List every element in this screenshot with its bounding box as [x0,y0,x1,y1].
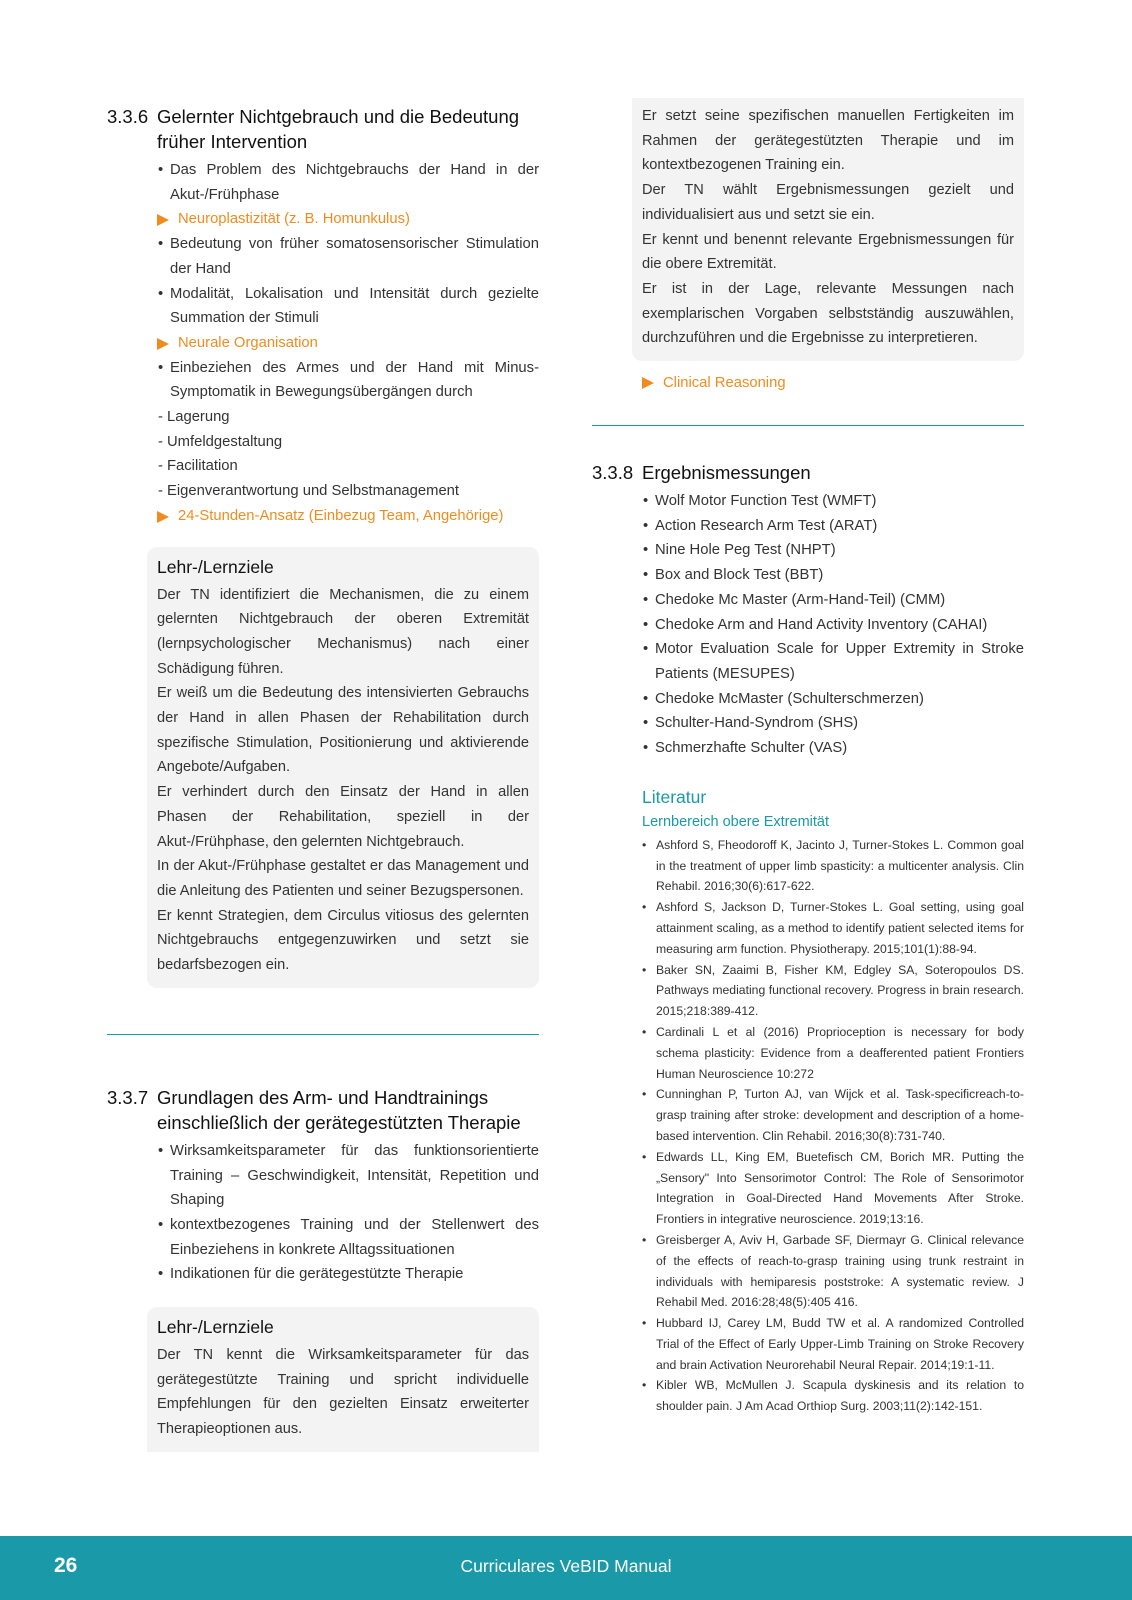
list-item: • Action Research Arm Test (ARAT) [642,514,1024,539]
learning-goals-box-continued [632,98,1024,361]
section-heading-3-3-7 [107,1085,539,1135]
cross-reference-link[interactable] [157,504,539,529]
triangle-arrow-icon [642,377,654,389]
goal-paragraph: Der TN kennt die Wirksamkeitsparameter für das gerätegestützte Training und spricht individuelle Empfehlungen für den gezielten Einsatz erweiterter Therapieoptionen aus. [157,1347,529,1438]
goal-paragraph: Er weiß um die Bedeutung des intensivierten Gebrauchs der Hand in allen Phasen der Rehabilitation durch spezifische Stimulation, Positionierung und aktivierende Angebote/Aufgaben. [157,685,529,776]
literature-heading: Literatur [642,786,707,807]
section-title: Grundlagen des Arm- und Handtrainings einschließlich der gerätegestützten Therapie [157,1086,521,1133]
goal-paragraph: Der TN identifiziert die Mechanismen, die zu einem gelernten Nichtgebrauch der oberen Extremität (lernpsychologischer Mechanismus) nach einer Schädigung führen. [157,586,529,677]
cross-reference-link[interactable] [642,371,1024,395]
goal-paragraph: Er verhindert durch den Einsatz der Hand in allen Phasen der Rehabilitation, speziell in der Akut-/Frühphase, den gelernten Nichtgebrauch. [157,784,529,850]
learning-goals-heading: Lehr-/Lernziele [157,1317,274,1338]
list-item: • Das Problem des Nichtgebrauchs der Hand in der Akut-/Frühphase [157,158,539,207]
list-item: • Wolf Motor Function Test (WMFT) [642,489,1024,514]
literature-subheading: Lernbereich obere Extremität [642,813,829,830]
sub-list-item: - Facilitation [157,454,539,479]
triangle-arrow-icon [157,338,169,350]
topic-list-3-3-8 [642,489,1024,761]
footer-title: Curriculares VeBID Manual [460,1556,672,1576]
goal-paragraph: In der Akut-/Frühphase gestaltet er das Management und die Anleitung des Patienten und seiner Bezugspersonen. [157,858,529,899]
list-item: • Schulter-Hand-Syndrom (SHS) [642,711,1024,736]
cross-reference-label: Clinical Reasoning [663,375,786,392]
reference-item: • Edwards LL, King EM, Buetefisch CM, Borich MR. Putting the „Sensory" Into Sensorimotor Control: The Role of Sensorimotor Integration in Goal-Directed Hand Movements After Stroke. Frontiers in integrative neuroscience. 2019;13:16. [642,1147,1024,1230]
cross-reference-link[interactable] [157,207,539,232]
page-footer [0,1536,1132,1600]
list-item: • Modalität, Lokalisation und Intensität durch gezielte Summation der Stimuli [157,282,539,331]
reference-item: • Hubbard IJ, Carey LM, Budd TW et al. A randomized Controlled Trial of the Effect of Early Upper-Limb Training on Stroke Recovery and brain Activation Neurorehabil Neural Repair. 2014;19:1-11. [642,1313,1024,1375]
section-number: 3.3.8 [592,462,634,484]
goal-paragraph: Er ist in der Lage, relevante Messungen nach exemplarischen Vorgaben selbstständig auszuwählen, durchzuführen und die Ergebnisse zu interpretieren. [642,280,1014,347]
right-column [592,98,1024,1417]
list-item: • Motor Evaluation Scale for Upper Extremity in Stroke Patients (MESUPES) [642,637,1024,686]
reference-item: • Kibler WB, McMullen J. Scapula dyskinesis and its relation to shoulder pain. J Am Acad Orthiop Surg. 2003;11(2):142-151. [642,1375,1024,1417]
sub-list-item: - Umfeldgestaltung [157,430,539,455]
left-column [107,104,539,1452]
sub-list-item: - Lagerung [157,405,539,430]
goal-paragraph: Er setzt seine spezifischen manuellen Fertigkeiten im Rahmen der gerätegestützten Therapie und im kontextbezogenen Training ein. [642,108,1014,174]
list-item: • Bedeutung von früher somatosensorischer Stimulation der Hand [157,232,539,281]
list-item: • Nine Hole Peg Test (NHPT) [642,538,1024,563]
goal-paragraph: Er kennt Strategien, dem Circulus vitiosus des gelernten Nichtgebrauchs entgegenzuwirken und setzt sie bedarfsbezogen ein. [157,907,529,974]
reference-item: • Greisberger A, Aviv H, Garbade SF, Diermayr G. Clinical relevance of the effects of reach-to-grasp training using trunk restraint in individuals with hemiparesis poststroke: A systematic review. J Rehabil Med. 2016:28;48(5):405 416. [642,1230,1024,1313]
sub-list-item: - Eigenverantwortung und Selbstmanagement [157,479,539,504]
cross-reference-label: Neuroplastizität (z. B. Homunkulus) [178,211,410,228]
goal-paragraph: Er kennt und benennt relevante Ergebnismessungen für die obere Extremität. [642,231,1014,273]
cross-reference-label: 24-Stunden-Ansatz (Einbezug Team, Angehörige) [178,507,504,524]
reference-item: • Ashford S, Fheodoroff K, Jacinto J, Turner-Stokes L. Common goal in the treatment of upper limb spasticity: a multicenter analysis. Clin Rehabil. 2016;30(6):617-622. [642,835,1024,897]
reference-item: • Baker SN, Zaaimi B, Fisher KM, Edgley SA, Soteropoulos DS. Pathways mediating functional recovery. Progress in brain research. 2015;218:389-412. [642,960,1024,1022]
learning-goals-box [147,547,539,988]
list-item: • Indikationen für die gerätegestützte Therapie [157,1262,539,1287]
reference-item: • Cardinali L et al (2016) Proprioception is necessary for body schema plasticity: Evidence from a deafferented patient Frontiers Human Neuroscience 10:272 [642,1022,1024,1084]
literature-section [642,785,1024,1417]
list-item: • Einbeziehen des Armes und der Hand mit Minus-Symptomatik in Bewegungsübergängen durch [157,356,539,405]
list-item: • Wirksamkeitsparameter für das funktionsorientierte Training – Geschwindigkeit, Intensität, Repetition und Shaping [157,1139,539,1213]
list-item: • Schmerzhafte Schulter (VAS) [642,736,1024,761]
reference-list [642,835,1024,1417]
cross-reference-label: Neurale Organisation [178,334,318,351]
page-number: 26 [54,1554,78,1577]
section-title: Gelernter Nichtgebrauch und die Bedeutung früher Intervention [157,106,520,152]
goal-paragraph: Der TN wählt Ergebnismessungen gezielt und individualisiert aus und setzt sie ein. [642,182,1014,223]
learning-goals-box [147,1307,539,1452]
section-heading-3-3-6 [107,104,539,154]
list-item: • Chedoke McMaster (Schulterschmerzen) [642,687,1024,712]
triangle-arrow-icon [157,214,169,226]
topic-list-3-3-7 [157,1139,539,1287]
section-number: 3.3.6 [107,106,149,127]
list-item: • Chedoke Arm and Hand Activity Inventory (CAHAI) [642,613,1024,638]
section-heading-3-3-8 [592,460,1024,485]
topic-list-3-3-6 [157,158,539,529]
list-item: • Chedoke Mc Master (Arm-Hand-Teil) (CMM) [642,588,1024,613]
section-title: Ergebnismessungen [642,462,811,484]
reference-item: • Ashford S, Jackson D, Turner-Stokes L. Goal setting, using goal attainment scaling, as a method to identify patient selected items for measuring arm function. Physiotherapy. 2015;101(1):88-94. [642,897,1024,959]
section-number: 3.3.7 [107,1086,149,1108]
triangle-arrow-icon [157,511,169,523]
reference-item: • Cunninghan P, Turton AJ, van Wijck et al. Task-specificreach-to-grasp training after stroke: development and description of a home-based intervention. Clin Rehabil. 2016;30(8):731-740. [642,1084,1024,1146]
cross-reference-link[interactable] [157,331,539,356]
list-item: • Box and Block Test (BBT) [642,563,1024,588]
learning-goals-heading: Lehr-/Lernziele [157,556,274,577]
list-item: • kontextbezogenes Training und der Stellenwert des Einbeziehens in konkrete Alltagssituationen [157,1213,539,1262]
